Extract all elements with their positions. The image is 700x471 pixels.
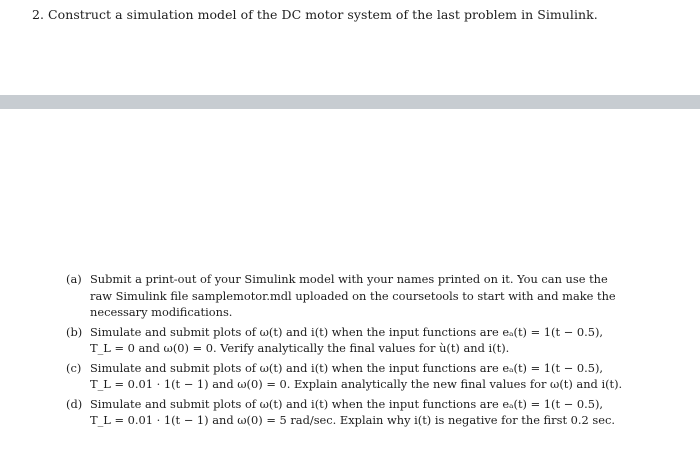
part-b — [64, 324, 644, 357]
part-text-line: Simulate and submit plots of ω(t) and i(t) when the input functions are eₐ(t) = 1(t − 0.5), — [90, 324, 604, 339]
part-text-line: necessary modifications. — [90, 305, 233, 319]
part-label: (c) — [66, 360, 82, 375]
part-text-line: T_L = 0.01 · 1(t − 1) and ω(0) = 0. Explain analytically the new final values for ω(t) and i(t). — [90, 377, 623, 391]
part-text-line: Submit a print-out of your Simulink model with your names printed on it. You can use the — [90, 272, 608, 286]
part-text-line: T_L = 0 and ω(0) = 0. Verify analytically the final values for ù(t) and i(t). — [90, 341, 510, 355]
part-text-line: T_L = 0.01 · 1(t − 1) and ω(0) = 5 rad/sec. Explain why i(t) is negative for the first 0.2 sec. — [90, 413, 615, 427]
part-label: (d) — [66, 396, 83, 411]
part-label: (b) — [66, 324, 83, 339]
parts-list — [64, 271, 644, 432]
part-text-line: Simulate and submit plots of ω(t) and i(t) when the input functions are eₐ(t) = 1(t − 0.5), — [90, 360, 604, 375]
part-text-line: raw Simulink file samplemotor.mdl uploaded on the coursetools to start with and make the — [90, 288, 616, 303]
part-c — [64, 360, 644, 393]
divider-band — [0, 95, 700, 109]
part-label: (a) — [66, 272, 82, 286]
part-text-line: Simulate and submit plots of ω(t) and i(t) when the input functions are eₐ(t) = 1(t − 0.5), — [90, 396, 604, 411]
part-a — [64, 271, 644, 321]
part-d — [64, 396, 644, 429]
question-title: 2. Construct a simulation model of the DC motor system of the last problem in Simulink. — [32, 7, 598, 22]
